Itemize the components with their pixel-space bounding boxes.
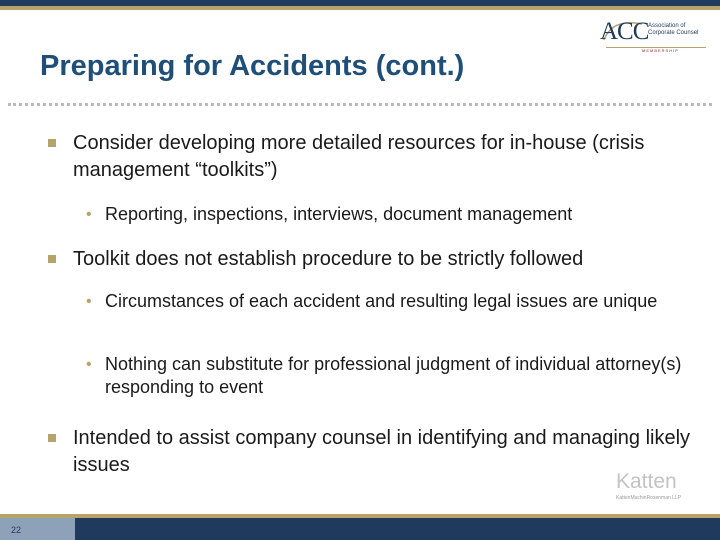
title-divider <box>8 103 712 106</box>
sub-bullet-text: Nothing can substitute for professional judgment of individual attorney(s) responding to event <box>105 354 682 397</box>
katten-logo-word: Katten <box>616 470 677 493</box>
square-bullet-icon <box>48 255 56 263</box>
acc-logo-tagline: MEMBERSHIP <box>642 48 679 53</box>
acc-logo-text <box>648 23 710 37</box>
top-gold-stripe <box>0 6 720 10</box>
square-bullet-icon <box>48 434 56 442</box>
acc-logo-mark: ACC <box>600 18 649 45</box>
dot-bullet-icon: • <box>86 206 92 223</box>
sub-bullet-text: Circumstances of each accident and resulting legal issues are unique <box>105 291 658 311</box>
bullet-text: Intended to assist company counsel in identifying and managing likely issues <box>73 427 691 476</box>
katten-logo-subtitle: KattenMuchinRosenman LLP <box>616 495 682 501</box>
footer-bar <box>0 518 720 540</box>
acc-logo-line-2: Corporate Counsel <box>648 30 699 36</box>
dot-bullet-icon: • <box>86 356 92 373</box>
bullet-text: Consider developing more detailed resources for in-house (crisis management “toolkits”) <box>73 132 645 181</box>
page-number: 22 <box>11 525 22 535</box>
square-bullet-icon <box>48 139 56 147</box>
dot-bullet-icon: • <box>86 293 92 310</box>
bullet-text: Toolkit does not establish procedure to be strictly followed <box>73 248 584 270</box>
acc-logo <box>600 18 710 53</box>
acc-logo-line-1: Association of <box>648 23 686 29</box>
sub-bullet-text: Reporting, inspections, interviews, document management <box>105 204 573 224</box>
slide-title: Preparing for Accidents (cont.) <box>40 50 465 82</box>
katten-logo <box>612 470 707 504</box>
